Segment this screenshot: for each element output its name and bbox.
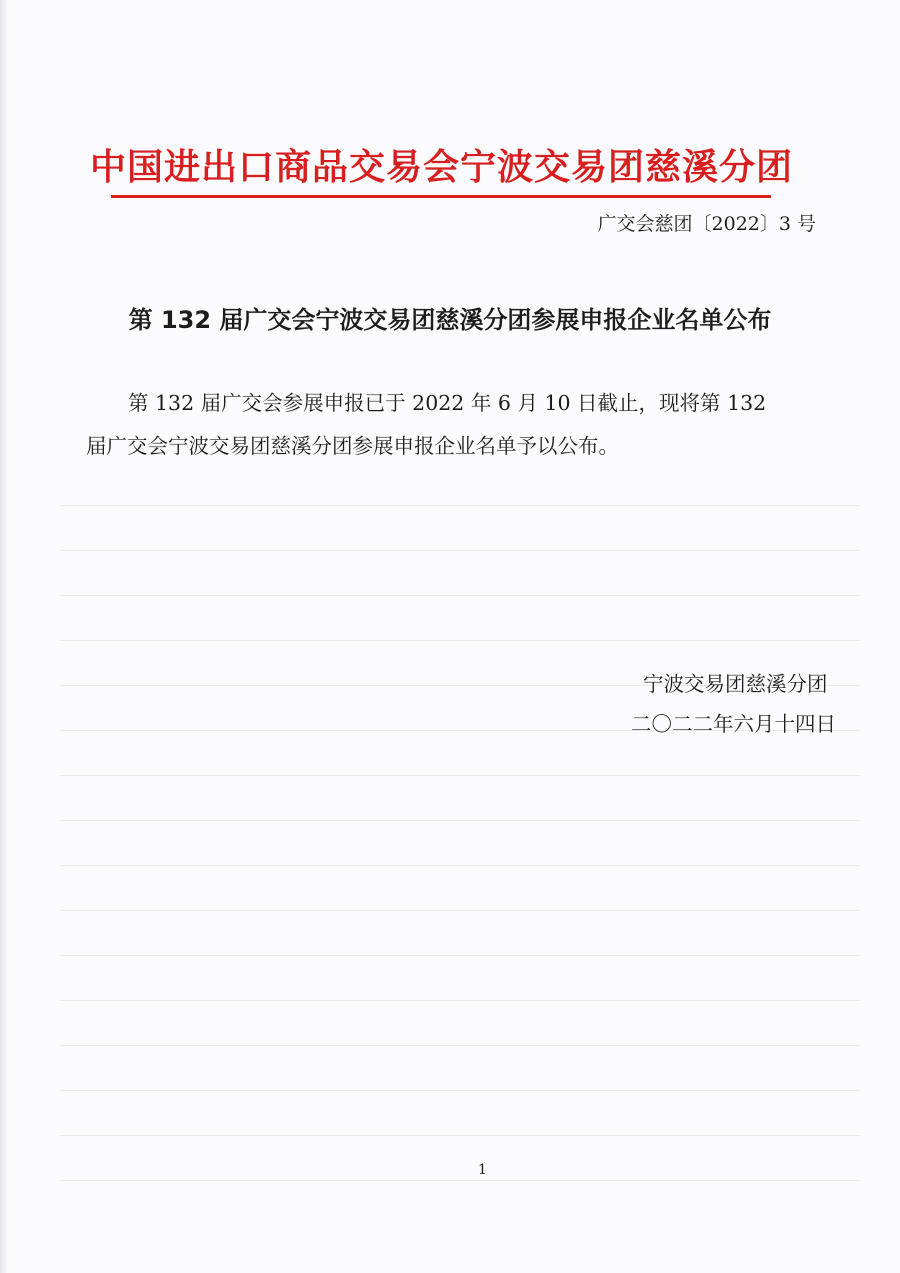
scan-line [60,1090,860,1091]
scan-line [60,1180,860,1181]
scan-line [60,955,860,956]
document-number: 广交会慈团〔2022〕3 号 [597,213,816,235]
scan-line [60,640,860,641]
body-paragraph [86,382,846,468]
body-line-1: 第 132 届广交会参展申报已于 2022 年 6 月 10 日截止，现将第 132 [128,391,767,415]
signature-block [631,664,836,744]
scan-background-lines [60,0,860,1273]
scan-line [60,1000,860,1001]
scan-line [60,595,860,596]
signature-date: 二〇二二年六月十四日 [631,712,836,736]
scan-line [60,910,860,911]
letterhead-title: 中国进出口商品交易会宁波交易团慈溪分团 [90,147,794,188]
scan-line [60,865,860,866]
page-number: 1 [478,1162,487,1178]
letterhead-red-rule [111,195,771,198]
scan-line [60,505,860,506]
scan-line [60,1135,860,1136]
scan-line [60,775,860,776]
scan-line [60,550,860,551]
body-line-2: 届广交会宁波交易团慈溪分团参展申报企业名单予以公布。 [86,434,619,458]
scan-edge-shadow [0,0,8,1273]
document-title: 第 132 届广交会宁波交易团慈溪分团参展申报企业名单公布 [128,306,772,334]
signature-organization: 宁波交易团慈溪分团 [643,672,828,696]
scan-line [60,820,860,821]
scan-line [60,1045,860,1046]
